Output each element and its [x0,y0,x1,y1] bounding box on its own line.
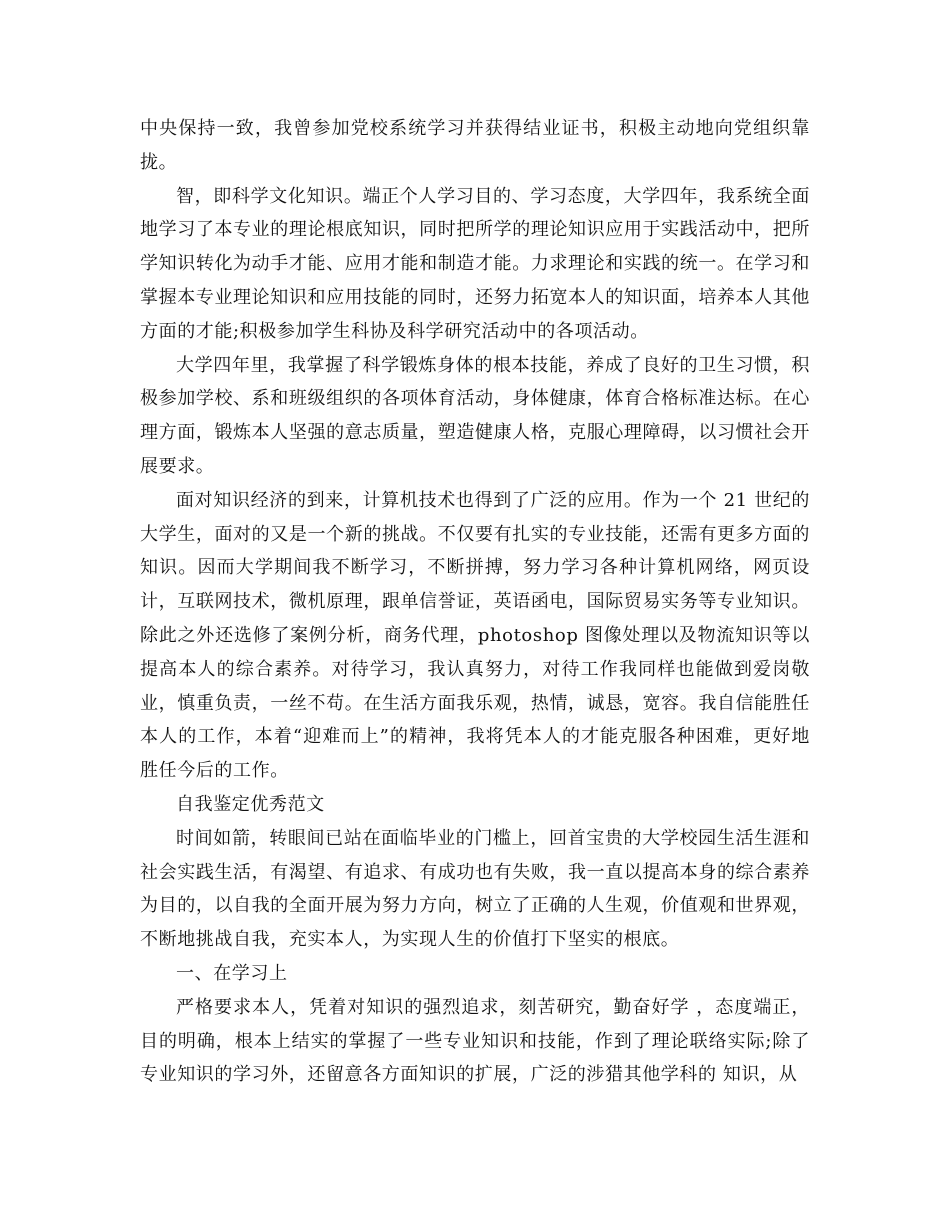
paragraph-study: 严格要求本人，凭着对知识的强烈追求，刻苦研究，勤奋好学 ，态度端正，目的明确，根本上结实的掌握了一些专业知识和技能，作到了理论联络实际;除了专业知识的学习外，还留意各方面知识的扩展，广泛的涉猎其他学科的 知识，从 [140,996,810,1086]
section-heading: 自我鉴定优秀范文 [176,793,325,815]
paragraph-continuation: 中央保持一致，我曾参加党校系统学习并获得结业证书，积极主动地向党组织靠拢。 [140,118,810,173]
document-body [140,112,810,1092]
paragraph-physical: 大学四年里，我掌握了科学锻炼身体的根本技能，养成了良好的卫生习惯，积极参加学校、系和班级组织的各项体育活动，身体健康，体育合格标准达标。在心理方面，锻炼本人坚强的意志质量，塑造健康人格，克服心理障碍，以习惯社会开展要求。 [140,354,810,477]
subheading-study: 一、在学习上 [176,962,288,984]
paragraph-intro: 时间如箭，转眼间已站在面临毕业的门槛上，回首宝贵的大学校园生活生涯和社会实践生活，有渴望、有追求、有成功也有失败，我一直以提高本身的综合素养为目的，以自我的全面开展为努力方向，树立了正确的人生观，价值观和世界观，不断地挑战自我，充实本人，为实现人生的价值打下坚实的根底。 [140,827,810,951]
paragraph-computer-skills: 面对知识经济的到来，计算机技术也得到了广泛的应用。作为一个 21 世纪的大学生，面对的又是一个新的挑战。不仅要有扎实的专业技能，还需有更多方面的知识。因而大学期间我不断学习，不断拼搏，努力学习各种计算机网络，网页设计，互联网技术，微机原理，跟单信誉证，英语函电，国际贸易实务等专业知识。除此之外还选修了案例分析，商务代理，photoshop 图像处理以及物流知识等以提高本人的综合素养。对待学习，我认真努力，对待工作我同样也能做到爱岗敬业，慎重负责，一丝不苟。在生活方面我乐观，热情，诚恳，宽容。我自信能胜任本人的工作，本着“迎难而上”的精神，我将凭本人的才能克服各种困难，更好地胜任今后的工作。 [140,489,810,782]
paragraph-intellect: 智，即科学文化知识。端正个人学习目的、学习态度，大学四年，我系统全面地学习了本专业的理论根底知识，同时把所学的理论知识应用于实践活动中，把所学知识转化为动手才能、应用才能和制造才能。力求理论和实践的统一。在学习和掌握本专业理论知识和应用技能的同时，还努力拓宽本人的知识面，培养本人其他方面的才能;积极参加学生科协及科学研究活动中的各项活动。 [140,185,810,342]
